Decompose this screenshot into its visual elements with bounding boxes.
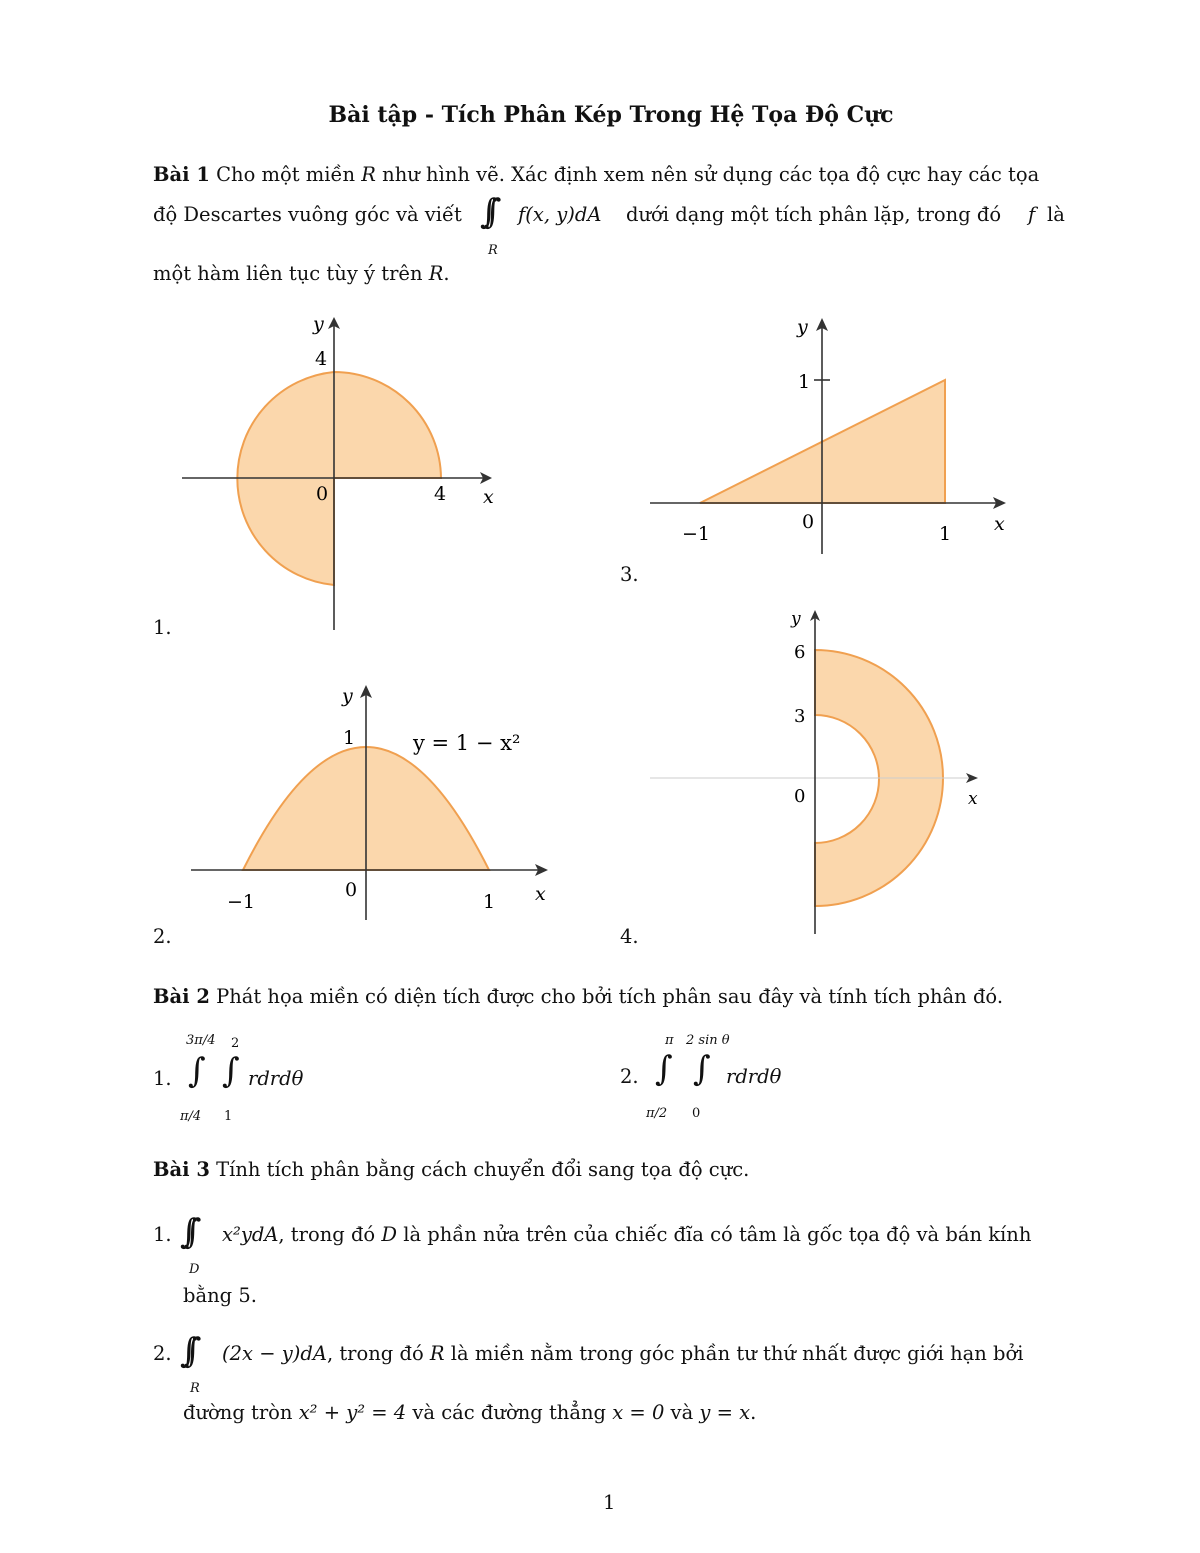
bai1-line1 [153, 163, 1039, 186]
page-number: 1 [603, 1491, 616, 1514]
fig4-y-label: y [791, 609, 801, 629]
fig1-number: 1. [153, 616, 172, 639]
bai3-item2-line2-d: . [750, 1401, 757, 1424]
bai2-item2-label: 2. [620, 1065, 639, 1088]
bai2-item2-outer-integral: ∫ [655, 1049, 673, 1089]
bai2-item1-inner-integral: ∫ [222, 1051, 240, 1091]
bai1-heading: Bài 1 [153, 163, 210, 186]
double-integral-sign: ∫∫ [480, 192, 488, 232]
bai3-item1-text-a: , trong đó [278, 1223, 382, 1246]
bai3-item2-text-b: là miền nằm trong góc phần tư thứ nhất được giới hạn bởi [444, 1342, 1024, 1365]
bai1-line2-b: dưới dạng một tích phân lặp, trong đó [626, 203, 1002, 226]
bai2-item2-inner-integral: ∫ [693, 1049, 711, 1089]
integrand: f(x, y)dA [518, 203, 602, 226]
fig2-top-label: 1 [343, 727, 356, 749]
fig3-y-label: y [797, 316, 808, 338]
bai3-item2-line1 [222, 1342, 1023, 1365]
fig3-right-label: 1 [939, 523, 952, 545]
fig3-top-label: 1 [798, 371, 811, 393]
bai2-item1-inner-upper: 2 [231, 1036, 240, 1051]
bai1-line1-b: như hình vẽ. Xác định xem nên sử dụng các tọa độ cực hay các tọa [375, 163, 1040, 186]
bai2-item1-inner-lower: 1 [224, 1109, 233, 1124]
bai2-item2-inner-lower: 0 [692, 1106, 701, 1121]
bai2-heading: Bài 2 [153, 985, 210, 1008]
fig3-number: 3. [620, 563, 639, 586]
fig3-x-label: x [994, 513, 1005, 535]
bai2-item2-outer-upper: π [665, 1033, 674, 1048]
bai3-item1-integral: ∫∫ [180, 1212, 188, 1252]
figure-1 [170, 305, 510, 640]
bai3-item1-integrand: x²ydA [222, 1223, 279, 1246]
bai3-heading: Bài 3 [153, 1158, 210, 1181]
bai3-item2-sub: R [190, 1381, 200, 1396]
fig1-origin-label: 0 [316, 483, 329, 505]
bai3-item2-line2-b: và các đường thẳng [406, 1401, 613, 1424]
bai1-line3-dot: . [443, 262, 450, 285]
bai1-line1-R: R [361, 163, 376, 186]
fig2-origin-label: 0 [345, 879, 358, 901]
fig1-y-label: y [313, 313, 324, 335]
page-title: Bài tập - Tích Phân Kép Trong Hệ Tọa Độ Cực [328, 102, 894, 128]
bai3-item2-eq1: x² + y² = 4 [298, 1401, 407, 1424]
fig4-x-label: x [968, 789, 978, 809]
bai2-item1-outer-lower: π/4 [180, 1109, 202, 1124]
bai1-line2-a: độ Descartes vuông góc và viết [153, 203, 462, 226]
bai3-item2-text-a: , trong đó [326, 1342, 430, 1365]
fig4-mid-label: 3 [794, 706, 806, 727]
bai1-line3 [153, 262, 450, 285]
fig1-right-label: 4 [434, 483, 447, 505]
bai3-item2-line2 [183, 1401, 756, 1424]
bai3-item1-label: 1. [153, 1223, 172, 1246]
fig2-x-label: x [535, 883, 546, 905]
bai1-line1-a: Cho một miền [216, 163, 362, 186]
fig3-origin-label: 0 [802, 511, 815, 533]
fig1-top-label: 4 [315, 348, 328, 370]
bai3-item1-var: D [381, 1223, 398, 1246]
bai2-item1-outer-upper: 3π/4 [186, 1033, 216, 1048]
bai2-item1-integrand: rdrdθ [248, 1067, 304, 1090]
bai2-item1-label: 1. [153, 1067, 172, 1090]
bai1-line2-c: là [1047, 203, 1065, 226]
figure-3 [640, 310, 1020, 560]
fig4-number: 4. [620, 925, 639, 948]
bai2-text: Phát họa miền có diện tích được cho bởi tích phân sau đây và tính tích phân đó. [216, 985, 1004, 1008]
fig1-x-label: x [483, 486, 494, 508]
bai3-item1-line2: bằng 5. [183, 1284, 257, 1307]
bai2-item2-integrand: rdrdθ [726, 1065, 782, 1088]
fig4-top-label: 6 [794, 642, 806, 663]
bai3-line [153, 1158, 749, 1181]
bai3-item2-var: R [429, 1342, 445, 1365]
fig3-left-label: −1 [682, 523, 711, 545]
fig2-y-label: y [342, 685, 353, 707]
figure-4 [650, 608, 990, 938]
fig2-curve-label: y = 1 − x² [413, 731, 521, 755]
fig2-right-label: 1 [483, 891, 496, 913]
bai2-item2-inner-upper: 2 sin θ [686, 1033, 730, 1048]
bai2-item1-outer-integral: ∫ [188, 1051, 206, 1091]
fig4-origin-label: 0 [794, 786, 806, 807]
fig2-left-label: −1 [227, 891, 256, 913]
bai3-text: Tính tích phân bằng cách chuyển đổi sang tọa độ cực. [216, 1158, 750, 1181]
figure-2 [185, 678, 560, 928]
bai3-item1-text-b: là phần nửa trên của chiếc đĩa có tâm là gốc tọa độ và bán kính [397, 1223, 1032, 1246]
bai3-item1-line1 [222, 1223, 1031, 1246]
bai3-item2-line2-c: và [664, 1401, 700, 1424]
fig2-number: 2. [153, 925, 172, 948]
bai3-item2-integral: ∫∫ [180, 1331, 188, 1371]
bai3-item2-label: 2. [153, 1342, 172, 1365]
bai3-item2-integrand: (2x − y)dA [222, 1342, 327, 1365]
bai1-line3-R: R [428, 262, 444, 285]
bai3-item2-eq2: x = 0 [612, 1401, 665, 1424]
integral-subscript: R [488, 243, 498, 258]
bai3-item1-sub: D [189, 1262, 200, 1277]
bai2-item2-outer-lower: π/2 [646, 1106, 668, 1121]
bai1-line2-f: f [1028, 203, 1036, 226]
bai3-item2-line2-a: đường tròn [183, 1401, 299, 1424]
bai3-item2-eq3: y = x [699, 1401, 751, 1424]
bai2-line [153, 985, 1003, 1008]
bai1-line3-a: một hàm liên tục tùy ý trên [153, 262, 429, 285]
